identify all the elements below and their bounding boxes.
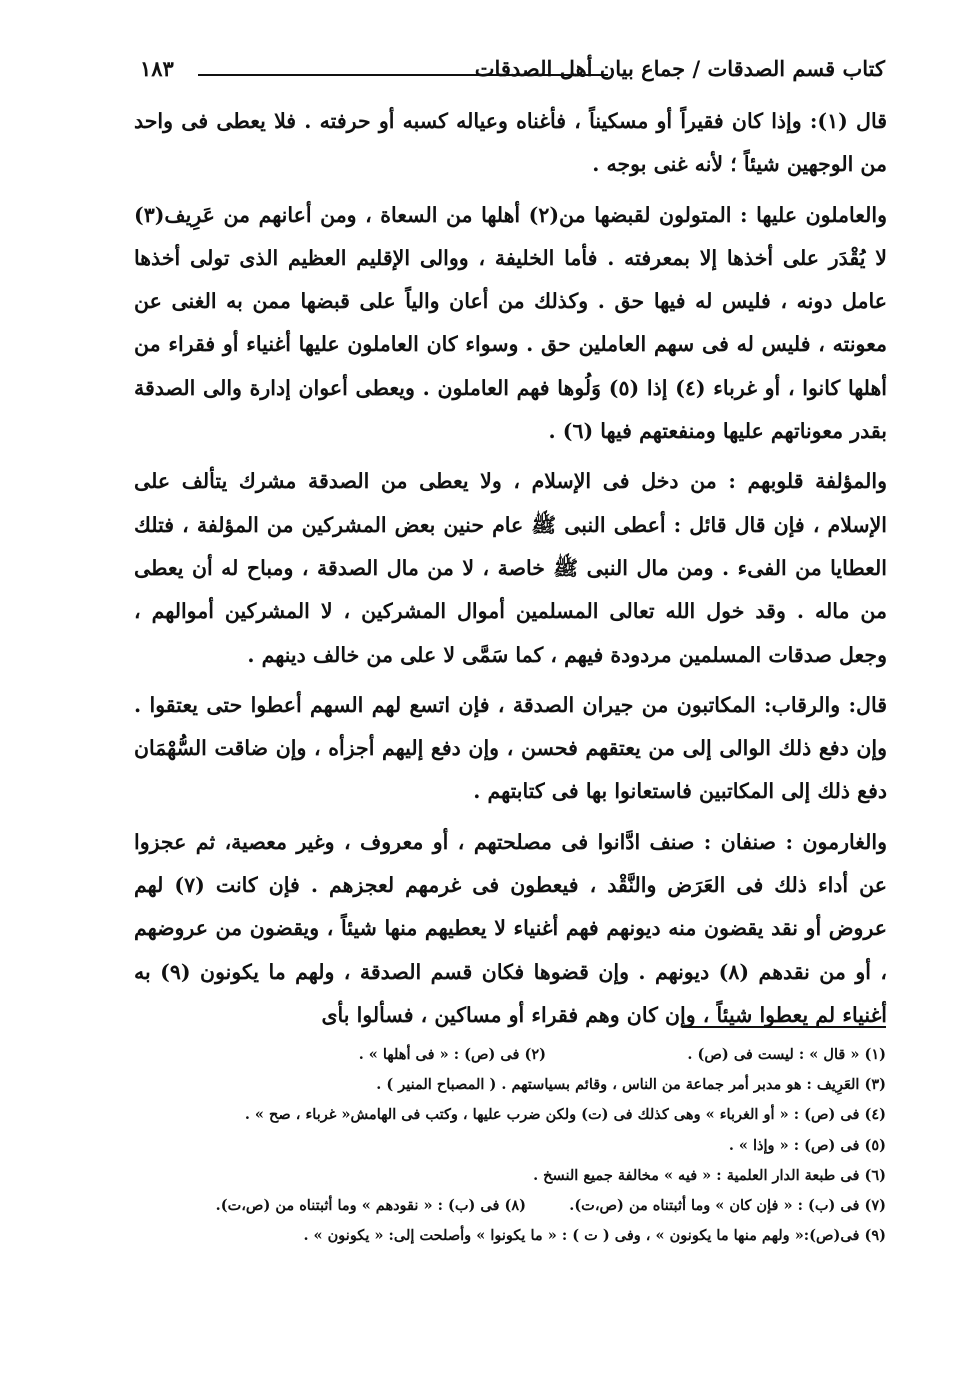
main-text: [134, 100, 887, 1044]
footnote-3: (٣) العَرِيف : هو مدبر أمر جماعة من الناس ، وقائم بسياستهم . ( المصباح المنير ) .: [376, 1076, 886, 1094]
footnote-8: (٨) فى (ب) : « نقودهم » وما أثبتناه من (ص،ت).: [215, 1197, 526, 1215]
footnote-separator: [682, 1026, 886, 1028]
paragraph-lead: والعاملون عليها: [756, 202, 887, 227]
header-rule: [198, 74, 608, 76]
footnote-5: (٥) فى (ص) : « وإذا » .: [728, 1136, 886, 1154]
footnote-2: (٢) فى (ص) : « فى أهلها » .: [358, 1046, 546, 1063]
paragraph-lead: والغارمون: [802, 829, 887, 854]
paragraph-lead: قال: والرقاب:: [764, 692, 887, 717]
paragraph-qal: [134, 100, 887, 187]
paragraph-gharimun: [134, 821, 887, 1037]
footnote-9: (٩) فى(ص):« ولهم منها ما يكونون » ، وفى ( ت ) : « ما يكونوا » وأصلحت إلى: « يكونون » .: [303, 1227, 886, 1245]
paragraph-text: المكاتبون من جيران الصدقة ، فإن اتسع لهم السهم أعطوا حتى يعتقوا . وإن دفع ذلك الوالى إلى من يعتقهم فحسن ، وإن دفع إليهم أجزأه ، وإن ضاقت السُّهْمَان دفع ذلك إلى المكاتبين فاستعانوا بها فى كتابتهم .: [134, 692, 887, 804]
paragraph-lead: والمؤلفة قلوبهم: [747, 469, 887, 494]
paragraph-lead: قال (١):: [809, 109, 887, 133]
footnote-7: (٧) فى (ب) : « فإن كان » وما أثبتناه من (ص،ت).: [569, 1197, 886, 1215]
paragraph-amilun: [134, 194, 887, 454]
header-title: كتاب قسم الصدقات / جماع بيان أهل الصدقات: [474, 56, 885, 81]
paragraph-text: : صنفان : صنف ادَّانوا فى مصلحتهم ، أو معروف ، وغير معصية، ثم عجزوا عن أداء ذلك فى العَرَض والنَّقْد ، فيعطون فى غرمهم لعجزهم . فإن كانت (٧) لهم عروض أو نقد يقضون منه ديونهم فهم أغنياء لا يعطيهم منها شيئاً ، ويقضون من عروضهم ، أو من نقدهم (٨) ديونهم . وإن قضوها فكان قسم الصدقة ، ولهم ما يكونون (٩) به أغنياء لم يعطوا شيئاً ، وإن كان وهم فقراء أو مساكين ، فسألوا بأى: [134, 829, 887, 1027]
paragraph-muallafa: [134, 460, 887, 676]
page-number: ١٨٣: [140, 56, 174, 81]
paragraph-text: وإذا كان فقيراً أو مسكيناً ، فأغناه وعياله كسبه أو حرفته . فلا يعطى فى واحد من الوجهين شيئاً ؛ لأنه غنى بوجه .: [134, 109, 887, 177]
footnote-4: (٤) فى (ص) : « أو الغرباء » وهى كذلك فى (ت) ولكن ضرب عليها ، وكتب فى الهامش« غرباء ، صح » .: [244, 1106, 886, 1124]
footnote-row: [140, 1191, 886, 1221]
footnote-1: (١) « قال » : ليست فى (ص) .: [687, 1046, 886, 1063]
footnotes: [140, 1040, 886, 1251]
footnote-row: [140, 1040, 886, 1070]
paragraph-riqab: [134, 684, 887, 814]
footnote-6: (٦) فى طبعة الدار العلمية : « فيه » مخالفة جميع النسخ .: [533, 1166, 886, 1184]
paragraph-text: : من دخل فى الإسلام ، ولا يعطى من الصدقة مشرك يتألف على الإسلام ، فإن قال قائل : أعطى النبى ﷺ عام حنين بعض المشركين من المؤلفة ، فتلك العطايا من الفىء . ومن مال النبى ﷺ خاصة ، لا من مال الصدقة ، ومباح له أن يعطى من ماله . وقد خول الله تعالى المسلمين أموال المشركين ، لا المشركين أموالهم ، وجعل صدقات المسلمين مردودة فيهم ، كما سَمَّى لا على من خالف دينهم .: [134, 469, 887, 667]
running-header: [140, 56, 885, 92]
paragraph-text: : المتولون لقبضها من(٢) أهلها من السعاة ، ومن أعانهم من عَرِيف(٣) لا يُقْدَر على أخذها إلا بمعرفته . فأما الخليفة ، ووالى الإقليم العظيم الذى تولى أخذها عامل دونه ، فليس له فيها حق . وكذلك من أعان والياً على قبضها ممن به الغنى عن معونته ، فليس له فى سهم العاملين حق . وسواء كان العاملون عليها أغنياء أو فقراء من أهلها كانوا ، أو غرباء (٤) إذا (٥) وَلُوها فهم العاملون . ويعطى أعوان إدارة والى الصدقة بقدر معوناتهم عليها ومنفعتهم فيها (٦) .: [134, 202, 887, 444]
